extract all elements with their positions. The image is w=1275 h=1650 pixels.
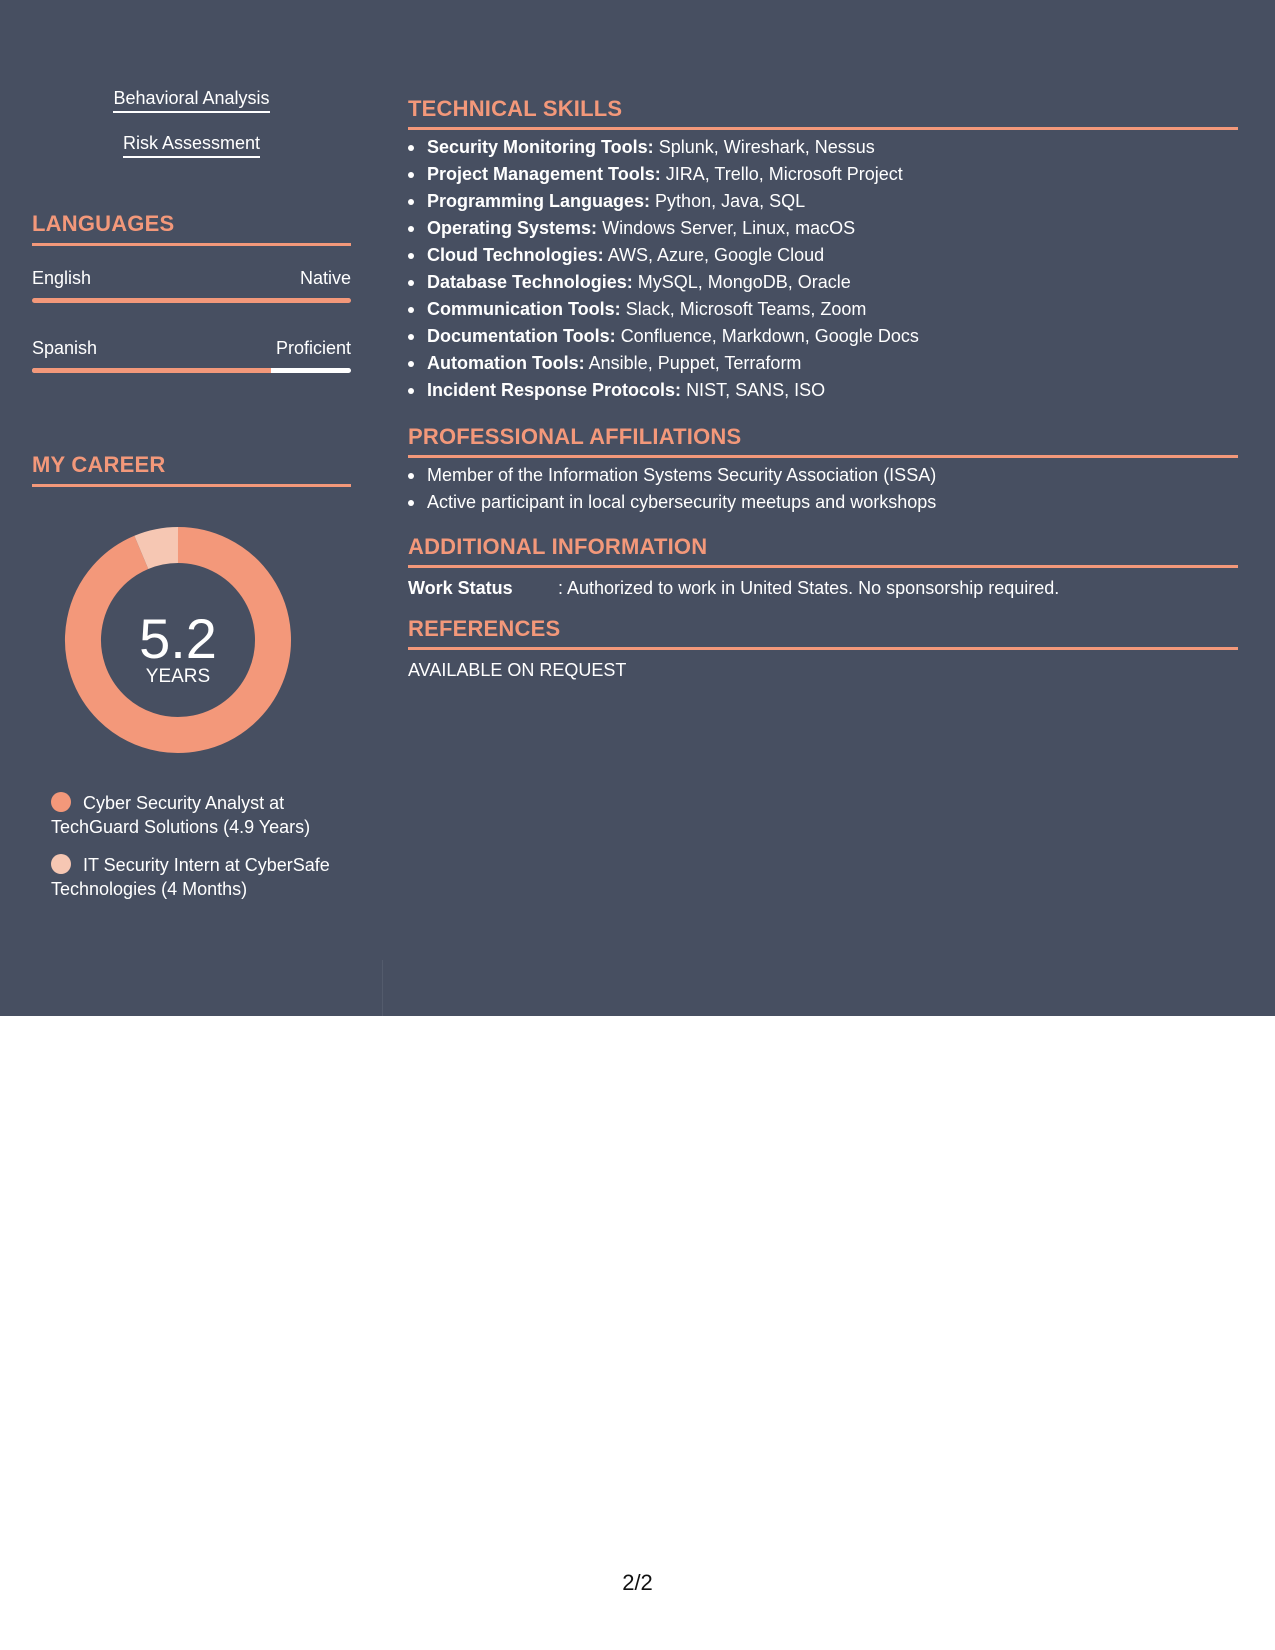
technical-skill-item bbox=[408, 296, 866, 323]
technical-skill-value: Slack, Microsoft Teams, Zoom bbox=[625, 299, 867, 319]
technical-skills-title: TECHNICAL SKILLS bbox=[408, 96, 623, 121]
section-rule bbox=[32, 484, 351, 487]
languages-section-header bbox=[32, 211, 351, 246]
technical-skill-item bbox=[408, 161, 903, 188]
affiliation-text: Active participant in local cybersecurity meetups and workshops bbox=[427, 492, 937, 512]
technical-skill-text bbox=[408, 245, 824, 265]
technical-skill-value: Confluence, Markdown, Google Docs bbox=[620, 326, 919, 346]
technical-skill-label: Communication Tools: bbox=[427, 299, 621, 319]
technical-skill-value: Splunk, Wireshark, Nessus bbox=[658, 137, 875, 157]
career-donut-chart bbox=[64, 526, 292, 754]
technical-skill-item bbox=[408, 269, 851, 296]
technical-skill-text bbox=[408, 164, 903, 184]
technical-skill-text bbox=[408, 380, 825, 400]
technical-skill-value: JIRA, Trello, Microsoft Project bbox=[665, 164, 903, 184]
language-proficiency-bar bbox=[32, 368, 351, 373]
legend-label: Cyber Security Analyst at TechGuard Solutions (4.9 Years) bbox=[51, 793, 311, 837]
skill-tag-behavioral-analysis bbox=[32, 88, 351, 113]
legend-label: IT Security Intern at CyberSafe Technologies (4 Months) bbox=[51, 855, 330, 899]
section-rule bbox=[32, 243, 351, 246]
career-section-header bbox=[32, 452, 351, 487]
technical-skill-text bbox=[408, 326, 919, 346]
languages-title: LANGUAGES bbox=[32, 211, 175, 236]
career-title: MY CAREER bbox=[32, 452, 166, 477]
affiliation-item bbox=[408, 489, 936, 516]
technical-skill-value: Ansible, Puppet, Terraform bbox=[588, 353, 802, 373]
technical-skill-item bbox=[408, 188, 805, 215]
technical-skill-item bbox=[408, 350, 801, 377]
language-level: Proficient bbox=[275, 338, 351, 358]
additional-information-section bbox=[408, 534, 1238, 598]
technical-skill-value: MySQL, MongoDB, Oracle bbox=[637, 272, 851, 292]
affiliation-text: Member of the Information Systems Security Association (ISSA) bbox=[427, 465, 937, 485]
career-legend-item bbox=[51, 853, 351, 901]
work-status-value: : Authorized to work in United States. No sponsorship required. bbox=[558, 578, 1060, 598]
technical-skill-text bbox=[408, 353, 801, 373]
section-rule bbox=[408, 127, 1238, 130]
technical-skill-item bbox=[408, 323, 919, 350]
career-total-unit: YEARS bbox=[145, 666, 211, 687]
legend-dot bbox=[51, 792, 71, 812]
language-proficiency-fill bbox=[32, 368, 271, 373]
technical-skill-label: Programming Languages: bbox=[427, 191, 651, 211]
career-legend-item bbox=[51, 791, 351, 839]
technical-skill-label: Cloud Technologies: bbox=[427, 245, 604, 265]
technical-skill-label: Automation Tools: bbox=[427, 353, 585, 373]
skill-tag-label: Behavioral Analysis bbox=[113, 88, 269, 113]
technical-skill-label: Operating Systems: bbox=[427, 218, 598, 238]
technical-skills-section bbox=[408, 96, 1238, 400]
technical-skill-text bbox=[408, 191, 805, 211]
references-text: AVAILABLE ON REQUEST bbox=[408, 660, 627, 680]
language-proficiency-fill bbox=[32, 298, 351, 303]
technical-skill-item bbox=[408, 134, 875, 161]
language-level: Native bbox=[299, 268, 351, 288]
language-name: English bbox=[32, 268, 92, 288]
technical-skill-value: Python, Java, SQL bbox=[655, 191, 806, 211]
affiliations-title: PROFESSIONAL AFFILIATIONS bbox=[408, 424, 742, 449]
technical-skill-label: Database Technologies: bbox=[427, 272, 633, 292]
references-title: REFERENCES bbox=[408, 616, 561, 641]
technical-skill-label: Incident Response Protocols: bbox=[427, 380, 682, 400]
section-rule bbox=[408, 455, 1238, 458]
technical-skill-label: Security Monitoring Tools: bbox=[427, 137, 654, 157]
technical-skill-value: AWS, Azure, Google Cloud bbox=[607, 245, 825, 265]
technical-skill-text bbox=[408, 137, 875, 157]
technical-skill-text bbox=[408, 272, 851, 292]
career-total-years: 5.2 bbox=[139, 607, 217, 670]
column-divider bbox=[382, 960, 383, 1016]
donut-slice-2 bbox=[141, 545, 178, 552]
section-rule bbox=[408, 565, 1238, 568]
page-number: 2/2 bbox=[622, 1570, 653, 1595]
legend-dot bbox=[51, 854, 71, 874]
additional-information-title: ADDITIONAL INFORMATION bbox=[408, 534, 708, 559]
language-proficiency-bar bbox=[32, 298, 351, 303]
skill-tag-label: Risk Assessment bbox=[123, 133, 260, 158]
technical-skill-item bbox=[408, 215, 855, 242]
technical-skill-item bbox=[408, 377, 825, 404]
technical-skill-text bbox=[408, 218, 855, 238]
technical-skill-text bbox=[408, 299, 866, 319]
language-name: Spanish bbox=[32, 338, 98, 358]
technical-skill-value: NIST, SANS, ISO bbox=[686, 380, 826, 400]
affiliations-section bbox=[408, 424, 1238, 512]
references-section bbox=[408, 616, 1238, 680]
affiliation-item bbox=[408, 462, 936, 489]
technical-skill-value: Windows Server, Linux, macOS bbox=[602, 218, 856, 238]
skill-tag-risk-assessment bbox=[32, 133, 351, 158]
technical-skill-item bbox=[408, 242, 824, 269]
work-status-label: Work Status bbox=[408, 578, 513, 598]
technical-skill-label: Project Management Tools: bbox=[427, 164, 661, 184]
technical-skill-label: Documentation Tools: bbox=[427, 326, 616, 346]
section-rule bbox=[408, 647, 1238, 650]
